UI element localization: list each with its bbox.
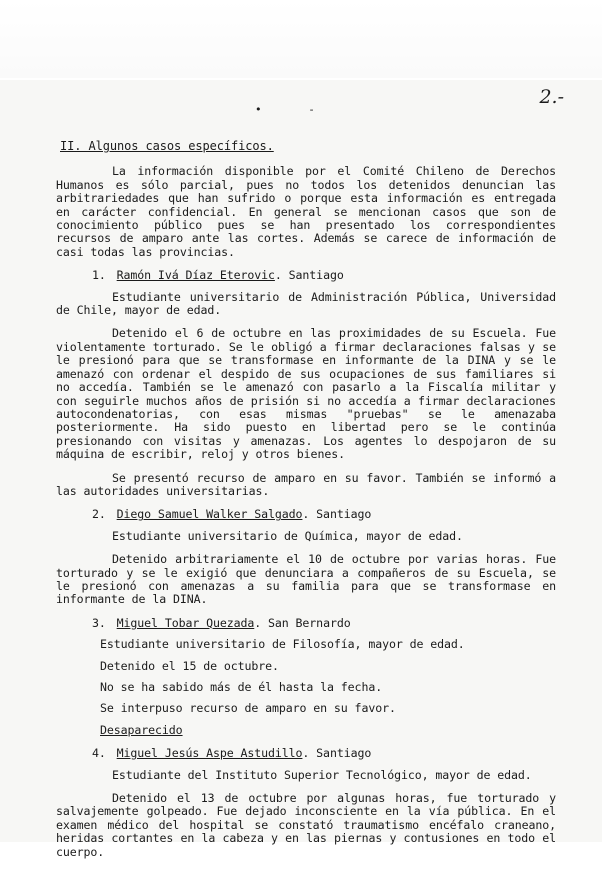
page-number: 2.- xyxy=(539,86,564,108)
case-line: Estudiante universitario de Filosofía, mayor de edad. xyxy=(100,637,465,652)
case-description: Estudiante universitario de Química, mayor de edad. xyxy=(112,528,463,543)
case-number: 4. xyxy=(92,746,106,761)
intro-paragraph: La información disponible por el Comité Chileno de Derechos Humanos es sólo parcial, pues no todos los detenidos denuncian las arbitrariedades que han sufrido o porque esta información es entregada en carácter confidencial. En general se mencionan casos que son de conocimiento público pues se han presentado los correspondientes recursos de amparo ante las cortes. Además se carece de información de casi todas las provincias. xyxy=(56,164,556,259)
case-heading xyxy=(92,508,556,521)
case-place: . Santiago xyxy=(302,746,372,761)
case-line: No se ha sabido más de él hasta la fecha. xyxy=(100,680,383,694)
top-marks xyxy=(255,103,315,116)
case-heading xyxy=(92,617,556,630)
case-name: Ramón Ivá Díaz Eterovic xyxy=(116,268,275,283)
case-number: 3. xyxy=(92,615,106,630)
case-name: Diego Samuel Walker Salgado xyxy=(116,507,303,522)
case-number: 2. xyxy=(92,507,106,522)
case-line: Se interpuso recurso de amparo en su favor. xyxy=(100,701,396,716)
bullet-mark: • xyxy=(255,103,262,116)
case-heading xyxy=(92,747,556,760)
case-paragraph: Detenido el 6 de octubre en las proximidades de su Escuela. Fue violentamente torturado. Se le obligó a firmar declaraciones falsas y se le presionó para que se transformase en informante de la DINA y se le amenazó con ordenar el despido de sus ocupaciones de sus familiares si no accedía. También se le amenazó con pasarlo a la Fiscalía militar y con seguirle muchos años de prisión si no accedía a firmar declaraciones autocondenatorias, con esas mismas "pruebas" se le amenazaba posteriormente. Ha sido puesto en libertad pero se le continúa presionando con visitas y amenazas. Los agentes lo despojaron de su máquina de escribir, reloj y otros bienes. xyxy=(56,326,556,462)
case-heading xyxy=(92,269,556,282)
case-place: . San Bernardo xyxy=(254,615,351,630)
case-description: Estudiante del Instituto Superior Tecnológico, mayor de edad. xyxy=(112,767,532,782)
case-paragraph: Se presentó recurso de amparo en su favor. También se informó a las autoridades universitarias. xyxy=(56,470,556,498)
case-paragraph: Detenido arbitrariamente el 10 de octubre por varias horas. Fue torturado y se le exigió que denunciara a compañeros de su Escuela, se le presionó con amenazas a su familia para que se transformase en informante de la DINA. xyxy=(56,552,556,607)
case-line: Detenido el 15 de octubre. xyxy=(100,658,279,673)
case-place: . Santiago xyxy=(274,268,344,283)
case-description: Estudiante universitario de Administración Pública, Universidad de Chile, mayor de edad. xyxy=(56,289,556,318)
case-place: . Santiago xyxy=(302,507,372,522)
case-name: Miguel Jesús Aspe Astudillo xyxy=(116,746,303,761)
section-title: II. Algunos casos específicos. xyxy=(60,139,274,153)
case-number: 1. xyxy=(92,268,106,283)
dash-mark: - xyxy=(308,103,315,116)
document-body xyxy=(56,140,556,869)
case-status: Desaparecido xyxy=(100,722,183,737)
scan-margin xyxy=(0,0,602,78)
case-paragraph: Detenido el 13 de octubre por algunas horas, fue torturado y salvajemente golpeado. Fue dejado inconsciente en la vía pública. En el examen médico del hospital se constató traumatismo encéfalo craneano, heridas cortantes en la cabeza y en las piernas y contusiones en todo el cuerpo. xyxy=(56,791,556,859)
case-name: Miguel Tobar Quezada xyxy=(116,615,255,630)
